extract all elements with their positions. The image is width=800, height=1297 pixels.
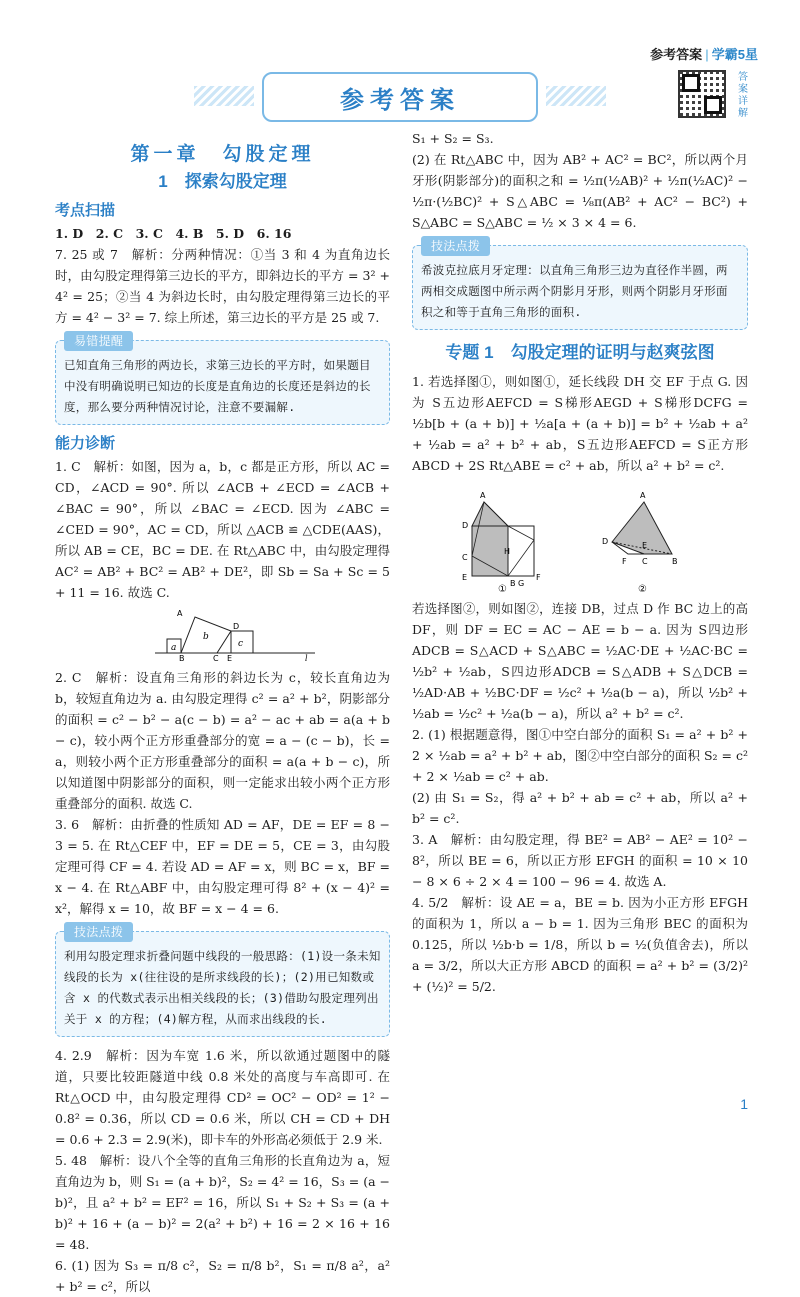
svg-text:a: a xyxy=(171,643,177,653)
kaodian-heading: 考点扫描 xyxy=(55,202,116,219)
tip-box-mistake xyxy=(55,334,390,425)
svg-text:E: E xyxy=(227,654,233,663)
qr-code-icon[interactable] xyxy=(678,70,726,118)
answer-t1b: 若选择图②，则如图②，连接 DB，过点 D 作 BC 边上的高 DF，则 DF = EC = AC − AE = b − a. 因为 S四边形ADCB = S△ACD + S△ABC = ½AC·DE + ½AC·BC = ½b² + ½ab，S四边形ADCB = S△ADB + S△DCB = ½AD·AB + ½BC·DF = ½c² + ½a(b − a)，所以 ½b² + ½ab = ½c² + ½a(b − a)，所以 a² + b² = c². xyxy=(412,601,748,721)
kaodian-answers: 1. D 2. C 3. C 4. B 5. D 6. 16 xyxy=(55,226,292,241)
answer-t2b: (2) 由 S₁ = S₂，得 a² + b² + ab = c² + ab，所以 a² + b² = c². xyxy=(412,790,748,826)
answer-t4: 4. 5/2 解析：设 AE = a，BE = b. 因为小正方形 EFGH 的面积为 1，所以 a − b = 1. 因为三角形 BEC 的面积为 0.125，所以 ½b·b = 1/8，所以 b = ½(负值舍去)，所以 a = 3/2，所以大正方形 ABCD 的面积 = a² + b² = (3/2)² + (½)² = 5/2. xyxy=(412,895,748,994)
proof-figures xyxy=(442,482,742,595)
squares-figure xyxy=(155,609,315,661)
svg-text:A: A xyxy=(640,491,646,500)
svg-text:E: E xyxy=(642,541,648,550)
kaodian-q7: 7. 25 或 7 解析：分两种情况：①当 3 和 4 为直角边长时，由勾股定理得第三边长的平方，即斜边长的平方 = 3² + 4² = 25；②当 4 为斜边长时，由勾股定理得第三边长的平方 = 4² − 3² = 7. 综上所述，第三边长的平方是 25 或 7. xyxy=(55,247,390,325)
answer-r1: S₁ + S₂ = S₃. xyxy=(412,131,494,146)
chapter-title: 第一章 勾股定理 xyxy=(130,144,315,165)
svg-text:E: E xyxy=(462,573,468,582)
tip-tag-mistake: 易错提醒 xyxy=(64,331,133,351)
tip-text-mistake: 已知直角三角形的两边长，求第三边长的平方时，如果题目中没有明确说明已知边的长度是直角边的长度还是斜边的长度，那么要分两种情况讨论，注意不要漏解. xyxy=(64,358,371,414)
header-brand-b: 学霸5星 xyxy=(711,47,758,62)
answer-n3: 3. 6 解析：由折叠的性质知 AD = AF，DE = EF = 8 − 3 = 5. 在 Rt△CEF 中，EF = DE = 5，CE = 3，由勾股定理可得 CF = 4. 若设 AD = AF = x，则 BC = x，BF = x − 4. 在 Rt△ABF 中，由勾股定理可得 8² + (x − 4)² = x²，解得 x = 10，故 BF = x − 4 = 6. xyxy=(55,817,390,916)
svg-text:B G: B G xyxy=(510,579,525,588)
answer-n1: 1. C 解析：如图，因为 a，b，c 都是正方形，所以 AC = CD，∠ACD = 90°. 所以 ∠ACB + ∠ECD = ∠ACB + ∠BAC = 90°，所以 ∠BAC = ∠ECD. 因为 ∠ABC = ∠CED = 90°，AC = CD，所以 △ACB ≌ △CDE(AAS)，所以 AB = CE，BC = DE. 在 Rt△ABC 中，由勾股定理得 AC² = AB² + BC² = AB² + DE²，即 Sb = Sa + Sc = 5 + 11 = 16. 故选 C. xyxy=(55,459,390,600)
svg-text:C: C xyxy=(462,553,468,562)
answer-n6: 6. (1) 因为 S₃ = π/8 c²，S₂ = π/8 b²，S₁ = π/8 a²，a² + b² = c²，所以 xyxy=(55,1258,390,1294)
answer-t1a: 1. 若选择图①，则如图①，延长线段 DH 交 EF 于点 G. 因为 S五边形AEFCD = S梯形AEGD + S梯形DCFG = ½b[b + (a + b)] + ½a[a + (a + b)] = b² + ½ab + a² + ½ab = a² + b² + ab，S五边形AEFCD = S正方形ABCD + 2S Rt△ABE = c² + ab，所以 a² + b² = c². xyxy=(412,374,748,473)
page-title: 参考答案 xyxy=(340,86,460,114)
svg-text:D: D xyxy=(602,537,609,546)
svg-text:C: C xyxy=(213,654,219,663)
answer-r2: (2) 在 Rt△ABC 中，因为 AB² + AC² = BC²，所以两个月牙形(阴影部分)的面积之和 = ½π(½AB)² + ½π(½AC)² − ½π·(½BC)² + S△ABC = ⅛π(AB² + AC² − BC²) + S△ABC = S△ABC = ½ × 3 × 4 = 6. xyxy=(412,152,748,230)
svg-text:A: A xyxy=(177,609,183,618)
tip-text-technique-1: 利用勾股定理求折叠问题中线段的一般思路：(1)设一条未知线段的长为 x(往往设的是所求线段的长)；(2)用已知数或含 x 的代数式表示出相关线段的长；(3)借助勾股定理列出关于 x 的方程；(4)解方程，从而求出线段的长. xyxy=(64,949,381,1026)
page-number: 1 xyxy=(740,1096,748,1112)
header-separator: | xyxy=(705,47,709,62)
svg-text:b: b xyxy=(203,632,209,642)
svg-text:l: l xyxy=(305,654,308,663)
title-stripe-right xyxy=(546,86,606,106)
header-brand-a: 参考答案 xyxy=(650,47,703,62)
answer-t3: 3. A 解析：由勾股定理，得 BE² = AB² − AE² = 10² − 8²，所以 BE = 6，所以正方形 EFGH 的面积 = 10 × 10 − 8 × 6 ÷ 2 × 4 = 100 − 96 = 4. 故选 A. xyxy=(412,832,748,889)
answer-n4: 4. 2.9 解析：因为车宽 1.6 米，所以欲通过题图中的隧道，只要比较距隧道中线 0.8 米处的高度与车高即可. 在 Rt△OCD 中，由勾股定理得 CD² = OC² − OD² = 1² − 0.8² = 0.36，所以 CD = 0.6 米，所以 CH = CD + DH = 0.6 + 2.3 = 2.9(米)，即卡车的外形高必须低于 2.9 米. xyxy=(55,1048,390,1147)
nengli-heading: 能力诊断 xyxy=(55,435,116,452)
right-column xyxy=(412,128,748,997)
tip-tag-technique-1: 技法点拨 xyxy=(64,922,133,942)
svg-text:D: D xyxy=(233,622,240,631)
svg-text:B: B xyxy=(179,654,185,663)
fig-label-1: ① xyxy=(498,584,507,595)
answer-n5: 5. 48 解析：设八个全等的直角三角形的长直角边为 a，短直角边为 b，则 S₁ = (a + b)²，S₂ = 4² = 16，S₃ = (a − b)²，且 a² + b² = EF² = 16，所以 S₁ + S₂ + S₃ = (a + b)² + 16 + (a − b)² = 2(a² + b²) + 16 = 2 × 16 + 16 = 48. xyxy=(55,1153,390,1252)
header-brand xyxy=(650,44,758,63)
fig-label-2: ② xyxy=(638,584,647,595)
svg-text:C: C xyxy=(642,557,648,566)
answer-t2: 2. (1) 根据题意得，图①中空白部分的面积 S₁ = a² + b² + 2 × ½ab = a² + b² + ab，图②中空白部分的面积 S₂ = c² + 2 × ½ab = c² + ab. xyxy=(412,727,748,784)
svg-text:F: F xyxy=(536,573,541,582)
topic-title: 专题 1 勾股定理的证明与赵爽弦图 xyxy=(445,343,715,362)
svg-text:B: B xyxy=(672,557,678,566)
svg-text:D: D xyxy=(462,521,469,530)
qr-label: 答案详解 xyxy=(738,72,748,119)
tip-text-technique-2: 希波克拉底月牙定理：以直角三角形三边为直径作半圆，两两相交成题图中所示两个阴影月牙形，则两个阴影月牙形面积之和等于直角三角形的面积. xyxy=(421,263,728,319)
tip-box-technique-2 xyxy=(412,239,748,330)
svg-text:A: A xyxy=(480,491,486,500)
title-stripe-left xyxy=(194,86,254,106)
section-title: 1 探索勾股定理 xyxy=(158,172,287,191)
tip-box-technique-1 xyxy=(55,925,390,1037)
svg-text:c: c xyxy=(238,639,244,649)
page-title-box xyxy=(262,72,538,122)
answer-n2: 2. C 解析：设直角三角形的斜边长为 c，较长直角边为 b，较短直角边为 a. 由勾股定理得 c² = a² + b²，阴影部分的面积 = c² − b² − a(c − b) = a² − ac + ab = a(a + b − c)，较小两个正方形重叠部分的宽 = a − (c − b)，长 = a，则较小两个正方形重叠部分的面积 = a(a + b − c)，所以知道图中阴影部分的面积，则一定能求出较小两个正方形重叠部分的面积. 故选 C. xyxy=(55,670,390,811)
tip-tag-technique-2: 技法点拨 xyxy=(421,236,490,256)
svg-text:F: F xyxy=(622,557,627,566)
svg-text:H: H xyxy=(504,547,511,556)
left-column xyxy=(55,140,390,1297)
